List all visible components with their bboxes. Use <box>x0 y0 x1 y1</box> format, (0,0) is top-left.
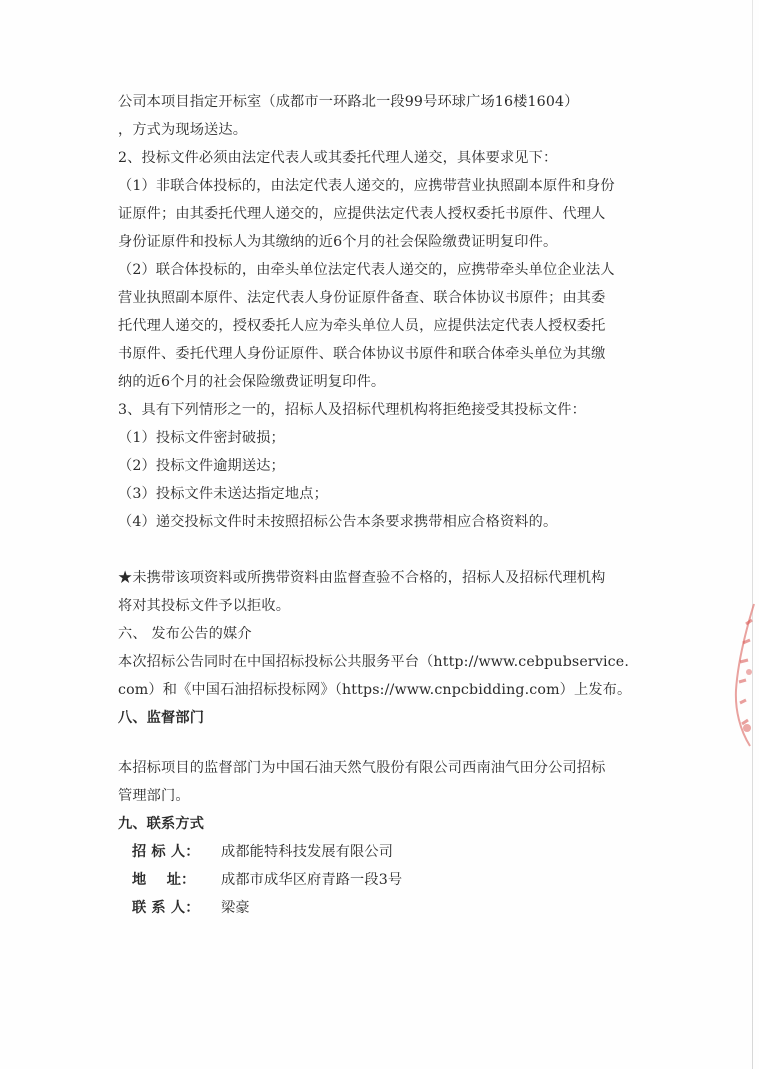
text-line: 纳的近6个月的社会保险缴费证明复印件。 <box>118 374 386 390</box>
contact-row-tenderer <box>118 838 658 866</box>
document-body <box>118 88 658 922</box>
section6-line: com）和《中国石油招标投标网》（https://www.cnpcbidding.com）上发布。 <box>118 682 632 698</box>
contact-list <box>118 838 658 922</box>
text-line: ，方式为现场送达。 <box>118 122 248 138</box>
contact-row-person <box>118 894 658 922</box>
text-line: （2）联合体投标的，由牵头单位法定代表人递交的，应携带牵头单位企业法人 <box>118 262 615 278</box>
notice-line: ★未携带该项资料或所携带资料由监督查验不合格的，招标人及招标代理机构 <box>118 570 606 586</box>
section6-line: 本次招标公告同时在中国招标投标公共服务平台（http://www.cebpubservice. <box>118 654 629 670</box>
section8-heading: 八、监督部门 <box>118 710 205 726</box>
contact-label: 招 标 人： <box>132 844 200 860</box>
contact-value: 梁豪 <box>221 900 250 916</box>
contact-row-address <box>118 866 658 894</box>
spacer <box>118 536 658 564</box>
text-line: 身份证原件和投标人为其缴纳的近6个月的社会保险缴费证明复印件。 <box>118 234 558 250</box>
text-line: （2）投标文件逾期送达； <box>118 458 285 474</box>
text-line: （1）投标文件密封破损； <box>118 430 285 446</box>
notice-line: 将对其投标文件予以拒收。 <box>118 598 291 614</box>
text-line: 营业执照副本原件、法定代表人身份证原件备查、联合体协议书原件；由其委 <box>118 290 606 306</box>
contact-value: 成都能特科技发展有限公司 <box>221 844 394 860</box>
section8-line: 管理部门。 <box>118 788 190 804</box>
text-line: 证原件；由其委托代理人递交的，应提供法定代表人授权委托书原件、代理人 <box>118 206 606 222</box>
spacer <box>118 732 658 754</box>
text-line: 公司本项目指定开标室（成都市一环路北一段99号环球广场16楼1604） <box>118 94 579 110</box>
page-edge-shadow <box>752 0 753 1069</box>
text-line: 托代理人递交的，授权委托人应为牵头单位人员，应提供法定代表人授权委托 <box>118 318 606 334</box>
section8-line: 本招标项目的监督部门为中国石油天然气股份有限公司西南油气田分公司招标 <box>118 760 606 776</box>
contact-label: 联 系 人： <box>132 900 200 916</box>
text-line: 2、投标文件必须由法定代表人或其委托代理人递交，具体要求见下： <box>118 150 558 166</box>
text-line: 3、具有下列情形之一的，招标人及招标代理机构将拒绝接受其投标文件： <box>118 402 586 418</box>
section9-heading: 九、联系方式 <box>118 816 205 832</box>
text-line: （1）非联合体投标的，由法定代表人递交的，应携带营业执照副本原件和身份 <box>118 178 615 194</box>
contact-value: 成都市成华区府青路一段3号 <box>221 872 403 888</box>
text-line: 书原件、委托代理人身份证原件、联合体协议书原件和联合体牵头单位为其缴 <box>118 346 606 362</box>
text-line: （4）递交投标文件时未按照招标公告本条要求携带相应合格资料的。 <box>118 514 558 530</box>
text-line: （3）投标文件未送达指定地点； <box>118 486 328 502</box>
contact-label: 地 址： <box>132 872 196 888</box>
section6-heading: 六、 发布公告的媒介 <box>118 626 252 642</box>
